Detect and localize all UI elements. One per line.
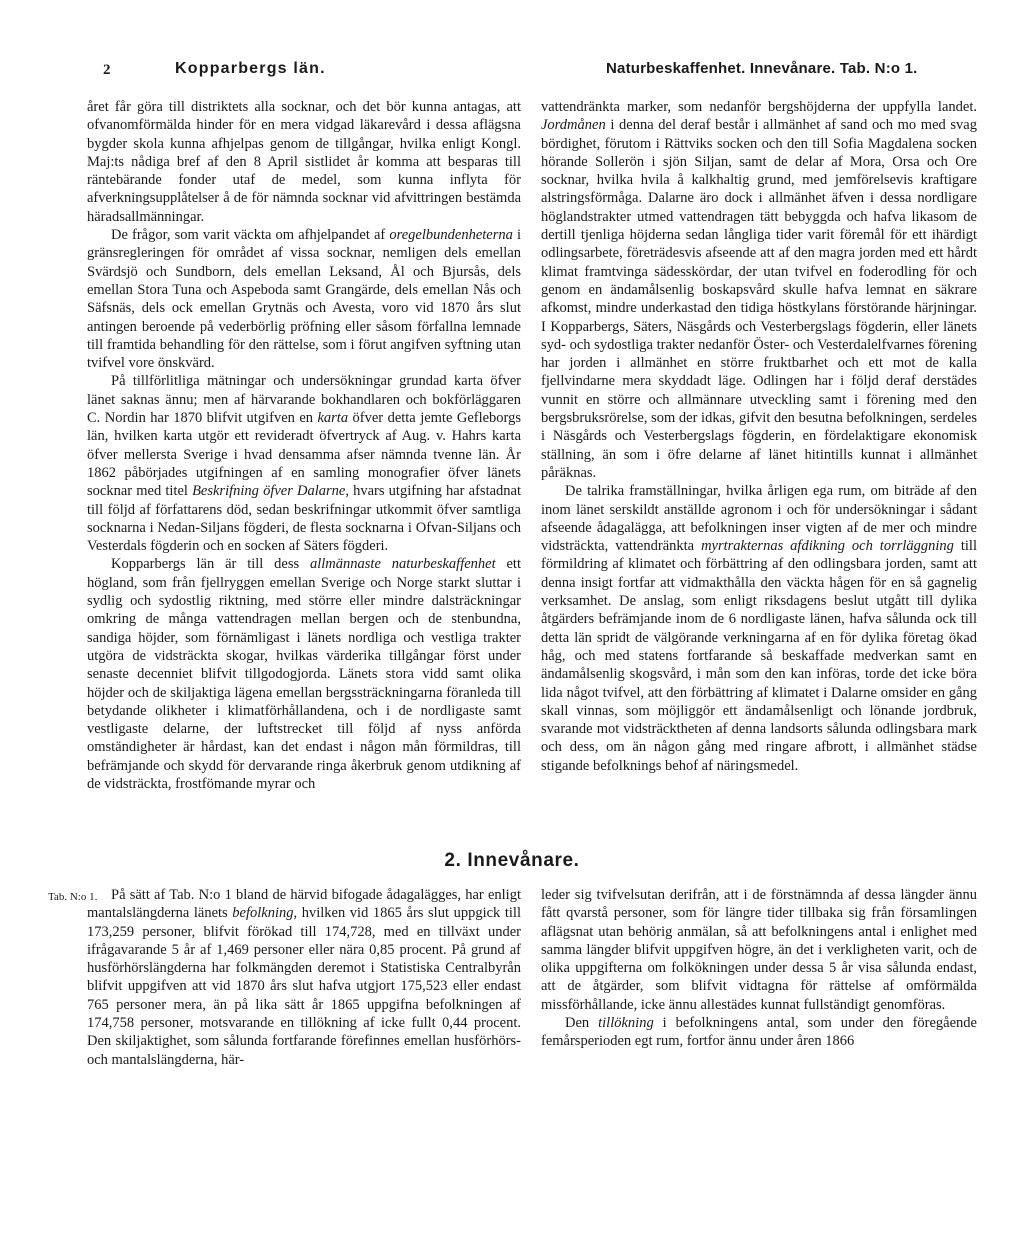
left-column-bottom — [87, 886, 521, 1069]
paragraph: De talrika framställningar, hvilka årligen ega rum, om biträde af den inom länet serskildt anställde agronom i och för undersökningar i sådant afseende ådagalägga, att befolkningen inser vigten af de mer och mindre vidsträckta, vattendränkta myrtrakternas afdikning och torrläggning till förmildring af klimatet och förbättring af den odlingsbara jorden, samt att denna insigt fortfar att vidmakthålla den väckta hågen för en så gagnelig verksamhet. De anslag, som enligt riksdagens beslut utgått till dylika åtgärders befrämjande inom de 6 nordligaste länen, hafva sålunda ock till detta län spridt de välgörande verkningarna af en för dylika företag ökad håg, och med statens fortfarande så beskaffade medverkan samt en ändamålsenlig skogsvård, i mån som den kan införas, torde det icke böra lida något tvifvel, att den förbättring af klimatet i Dalarne omsider en gång skall vinnas, som möjliggör ett ändamålsenligt och lönande jordbruk, svarande mot vidsträcktheten af denna landsorts sålunda odlingsbara mark och dess, om än någon gång med ringare afbrott, i allmänhet städse stigande befolknings behof af näringsmedel. — [541, 483, 977, 774]
paragraph: vattendränkta marker, som nedanför bergshöjderna der uppfylla landet. Jordmånen i denna del deraf består i allmänhet af sand och mo med svag bördighet, förutom i Rättviks socken och den till Sofia Magdalena socken hörande Sollerön i sjön Siljan, samt de delar af Mora, Orsa och Ore socknar, hvilka hvila å kalkhaltig grund, med jemförelsevis kraftigare alstringsförmåga. Dalarne äro dock i allmänhet äfven i dessa nordligare höglandstrakter utmed vattendragen tätt bebyggda och hafva likasom de dertill tjenliga höjderna sedan långliga tider varit föremål för ett ihärdigt odlingsarbete, företrädesvis afseende att af den magra jorden med ett hårdt klimat framtvinga sädesskördar, der utan tvifvel en foderodling för och genom en ändamålsenlig boskapsvård skulle hafva lemnat en säkrare afkomst, mindre underkastad den tidiga höstkylans förstörande härjningar. I Kopparbergs, Säters, Näsgårds och Vesterbergslags fögderin, eller länets syd- och sydostliga trakter nedanför Öster- och Vesterdalelfvarnes förening har jorden i allmänhet en större fruktbarhet och ett mot de kalla fjellvindarne mera skyddadt läge. Odlingen har i följd deraf derstädes vunnit en större och allmännare utveckling samt i förening med den bergsbruksrörelse, som der idkas, gifvit den besutna befolkningen, serdeles i Näsgårds och Vesterbergslags fögderin, en fördelaktigare ekonomisk ställning, än som i öfre delarne af länet hitintills kunnat i allmänhet påräknas. — [541, 99, 977, 481]
right-column-top — [541, 98, 977, 775]
paragraph: Den tillökning i befolkningens antal, som under den föregående femårsperioden egt rum, fortfor ännu under åren 1866 — [541, 1015, 977, 1050]
paragraph: leder sig tvifvelsutan derifrån, att i de förstnämnda af dessa längder ännu fått qvarstå personer, som för längre tider tillbaka sig från församlingen aflägsnat utan behörig anmälan, så att befolkningens antal i enlighet med samma längder blifvit uppgifven högre, än det i verkligheten varit, och de olika uppgifterna om folkökningen under dessa 5 år visa sålunda endast, att de åtgärder, som blifvit vidtagna för rättelse af omförmälda missförhållande, icke ännu allestädes kunnat fullständigt genomföras. — [541, 887, 977, 1013]
paragraph: På tillförlitliga mätningar och undersökningar grundad karta öfver länet saknas ännu; men af härvarande bokhandlaren och bokförläggaren C. Nordin har 1870 blifvit utgifven en karta öfver detta jemte Gefleborgs län, hvilken karta utgör ett revideradt öfvertryck af Aug. v. Hahrs karta öfver mellersta Sverige i hvad densamma afser nämnda tvenne län. År 1862 påbörjades utgifningen af en samling monografier öfver länets socknar med titel Beskrifning öfver Dalarne, hvars utgifning har afstadnat till följd af författarens död, sedan beskrifningar utkommit öfver samtliga socknarna i Nedan-Siljans fögderi, de flesta socknarna i Ofvan-Siljans och Vesterdals fögderin och en socken af Säters fögderi. — [87, 373, 522, 555]
paragraph: På sätt af Tab. N:o 1 bland de härvid bifogade ådagalägges, har enligt mantalslängderna länets befolkning, hvilken vid 1865 års slut uppgick till 173,259 personer, blifvit förökad till 174,728, med en tillväxt under ifrågavarande 5 år af 1,469 personer eller nära 0,85 procent. På grund af husförhörslängderna har folkmängden deremot i Statistiska Centralbyrån blifvit uppgifven att vid 1870 års slut hafva utgjort 175,523 eller endast 765 personer mera, än på lika sätt år 1865 uppgifna befolkningen af 174,758 personer, motsvarande en tillökning af icke fullt 0,44 procent. Den skiljaktighet, som sålunda fortfarande förefinnes emellan husförhörs- och mantalslängderna, här- — [87, 887, 521, 1068]
right-column-bottom — [541, 886, 977, 1051]
page-number: 2 — [103, 62, 111, 78]
running-title-right: Naturbeskaffenhet. Innevånare. Tab. N:o 1. — [606, 60, 918, 77]
paragraph: Kopparbergs län är till dess allmännaste naturbeskaffenhet ett högland, som från fjellryggen emellan Sverige och Norge starkt sluttar i sydlig och sydostlig riktning, med större eller mindre dalsträckningar omkring de många vattendragen mellan bergen och de stenbundna, sandiga höjder, som förnämligast i länets nordliga och vestliga trakter utgöra de vidsträckta skogar, hvilkas värderika tillgångar först under senaste decenniet blifvit tillgodogjorda. Länets stora vidd samt olika höjder och de skiljaktiga lägena emellan bergssträckningarna föranleda till betydande olikheter i klimatförhållandena, och i de nordligaste samt vestligaste delarne, der luftstrecket till följd af nyss anförda omständigheter är hårdast, kan det endast i någon mån förmildras, till befrämjande och skydd för dervarande ringa åkerbruk genom utdikning af de vidsträckta, frostfömande myrar och — [87, 556, 521, 792]
paragraph: året får göra till distriktets alla socknar, och det bör kunna antagas, att ofvanomförmälda hinder för en mera vidgad läkarevård i dessa aflägsna bygder skola kunna afhjelpas genom de tillgångar, hvilka enligt Kongl. Maj:ts nådiga bref af den 8 April sistlidet år komma att besparas till räntebärande fonder utaf de medel, som kunna inflyta för afverkningsupplåtelser å de för nämnda socknar vid afvittringen bestämda häradsallmänningar. — [87, 99, 521, 225]
margin-note: Tab. N:o 1. — [48, 891, 98, 903]
running-title-left: Kopparbergs län. — [175, 60, 326, 77]
left-column-top — [87, 98, 521, 793]
section-heading: 2. Innevånare. — [444, 850, 580, 871]
paragraph: De frågor, som varit väckta om afhjelpandet af oregelbundenheterna i gränsregleringen för området af vissa socknar, nemligen dels emellan Svärdsjö och Sundborn, dels emellan Leksand, Ål och Bjursås, dels emellan Stora Tuna och Aspeboda samt Grangärde, dels emellan Nås och Säfsnäs, dels ock emellan Grytnäs och Avesta, voro vid 1870 års slut antingen beroende på vederbörlig pröfning eller såsom förfallna lemnade till framtida behandling för den rättelse, som i förut angifven syftning utan tvifvel vore önskvärd. — [87, 227, 522, 372]
page-header — [0, 58, 1024, 88]
